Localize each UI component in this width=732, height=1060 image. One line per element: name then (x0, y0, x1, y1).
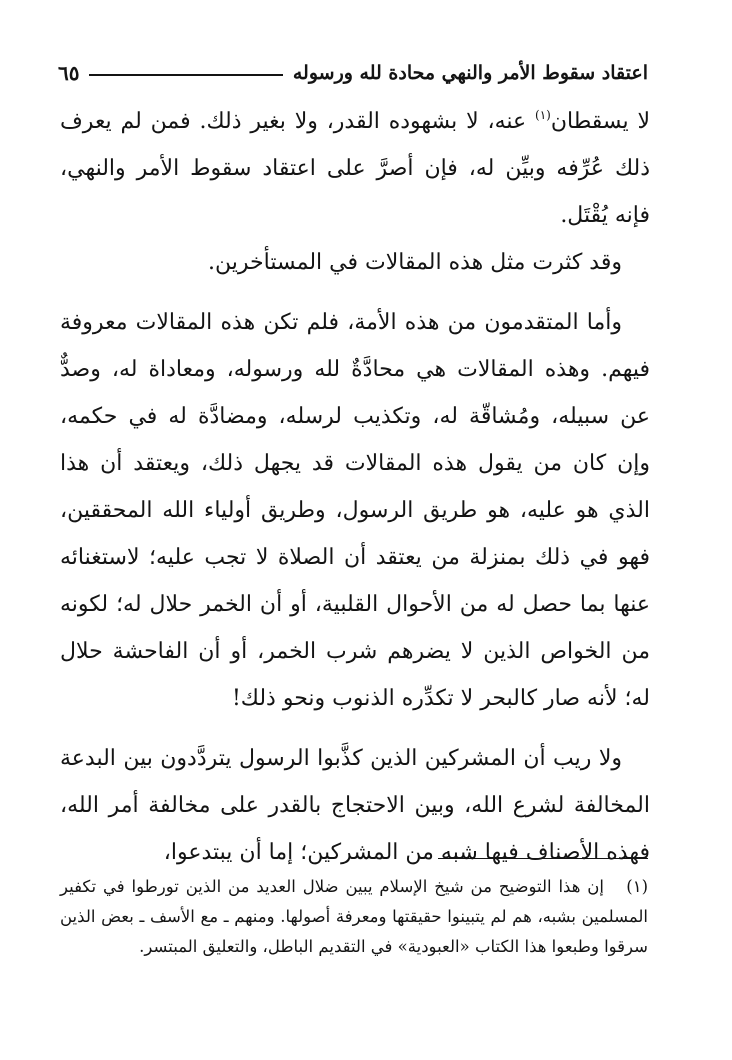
footnote-text: إن هذا التوضيح من شيخ الإسلام يبين ضلال العديد من الذين تورطوا في تكفير المسلمين بشبه، هم لم يتبينوا حقيقتها ومعرفة أصولها. ومنهم ـ مع الأسف ـ بعض الذين سرقوا وطبعوا هذا الكتاب «العبودية» في التقديم الباطل، والتعليق المبتسر. (60, 877, 648, 956)
paragraph-1-start: لا يسقطان (550, 109, 650, 134)
running-header (58, 56, 648, 90)
footnote-reference: (١) (535, 108, 551, 122)
footnote-marker: (١) (626, 877, 648, 896)
main-text (60, 98, 650, 876)
paragraph-2: وقد كثرت مثل هذه المقالات في المستأخرين. (208, 250, 622, 275)
paragraph-3: وأما المتقدمون من هذه الأمة، فلم تكن هذه المقالات معروفة فيهم. وهذه المقالات هي محادَّةٌ لله ورسوله، ومعاداة له، وصدٌّ عن سبيله، ومُشاقّة له، وتكذيب لرسله، ومضادَّة له في حكمه، وإن كان من يقول هذه المقالات قد يجهل ذلك، ويعتقد أن هذا الذي هو عليه، هو طريق الرسول، وطريق أولياء الله المحققين، فهو في ذلك بمنزلة من يعتقد أن الصلاة لا تجب عليه؛ لاستغنائه عنها بما حصل له من الأحوال القلبية، أو أن الخمر حلال له؛ لكونه من الخواص الذين لا يضرهم شرب الخمر، أو أن الفاحشة حلال له؛ لأنه صار كالبحر لا تكدِّره الذنوب ونحو ذلك! (60, 310, 650, 711)
paragraph-4: ولا ريب أن المشركين الذين كذَّبوا الرسول يتردَّدون بين البدعة المخالفة لشرع الله، وبين الاحتجاج بالقدر على مخالفة أمر الله، فهذه الأصناف فيها شبه من المشركين؛ إما أن يبتدعوا، (60, 746, 650, 865)
header-rule (89, 74, 282, 76)
page-number: ٦٥ (58, 61, 80, 85)
footnote-separator (438, 858, 648, 859)
header-title: اعتقاد سقوط الأمر والنهي محادة لله ورسوله (292, 62, 648, 84)
footnote (60, 872, 648, 962)
paragraph-1-rest: عنه، لا بشهوده القدر، ولا بغير ذلك. فمن لم يعرف ذلك عُرِّفه وبيِّن له، فإن أصرَّ على اعتقاد سقوط الأمر والنهي، فإنه يُقْتَل. (60, 109, 650, 228)
paragraph-1 (60, 98, 650, 239)
